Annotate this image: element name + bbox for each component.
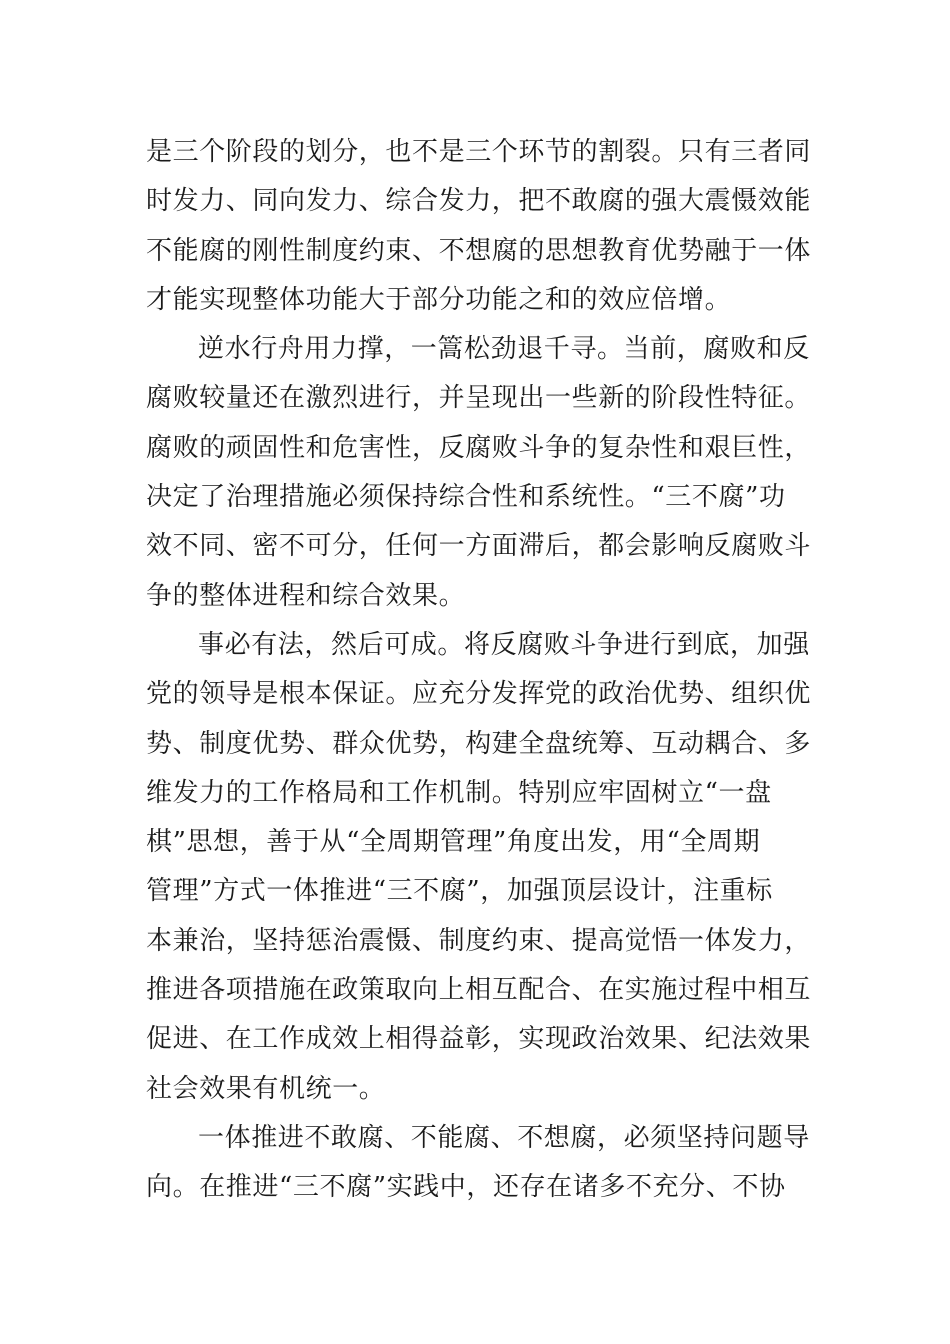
text-line: 本兼治，坚持惩治震慑、制度约束、提高觉悟一体发力，	[146, 925, 812, 956]
paragraph-first-line: 一体推进不敢腐、不能腐、不想腐，必须坚持问题导	[198, 1122, 810, 1153]
text-line: 腐败的顽固性和危害性，反腐败斗争的复杂性和艰巨性，	[146, 432, 812, 463]
text-line: 维发力的工作格局和工作机制。特别应牢固树立“一盘	[146, 777, 772, 808]
text-line: 争的整体进程和综合效果。	[146, 580, 466, 611]
body-text	[146, 128, 826, 1213]
text-line: 不能腐的刚性制度约束、不想腐的思想教育优势融于一体	[146, 235, 812, 266]
text-line: 是三个阶段的划分，也不是三个环节的割裂。只有三者同	[146, 137, 812, 167]
paragraph-first-line: 逆水行舟用力撑，一篙松劲退千寻。当前，腐败和反	[198, 334, 810, 365]
text-line: 向。在推进“三不腐”实践中，还存在诸多不充分、不协	[146, 1172, 786, 1203]
text-line: 党的领导是根本保证。应充分发挥党的政治优势、组织优	[146, 679, 812, 710]
text-line: 社会效果有机统一。	[146, 1073, 386, 1104]
text-line: 管理”方式一体推进“三不腐”，加强顶层设计，注重标	[146, 876, 773, 907]
text-line: 棋”思想，善于从“全周期管理”角度出发，用“全周期	[146, 827, 761, 858]
paragraph-first-line: 事必有法，然后可成。将反腐败斗争进行到底，加强	[198, 629, 810, 660]
text-line: 效不同、密不可分，任何一方面滞后，都会影响反腐败斗	[146, 531, 812, 562]
text-line: 才能实现整体功能大于部分功能之和的效应倍增。	[146, 284, 732, 315]
text-line: 促进、在工作成效上相得益彰，实现政治效果、纪法效果	[146, 1024, 812, 1055]
text-line: 时发力、同向发力、综合发力，把不敢腐的强大震慑效能	[146, 186, 812, 217]
text-line: 决定了治理措施必须保持综合性和系统性。“三不腐”功	[146, 482, 786, 513]
text-line: 腐败较量还在激烈进行，并呈现出一些新的阶段性特征。	[146, 383, 812, 414]
text-line: 势、制度优势、群众优势，构建全盘统筹、互动耦合、多	[146, 728, 812, 759]
text-line: 推进各项措施在政策取向上相互配合、在实施过程中相互	[146, 975, 812, 1006]
